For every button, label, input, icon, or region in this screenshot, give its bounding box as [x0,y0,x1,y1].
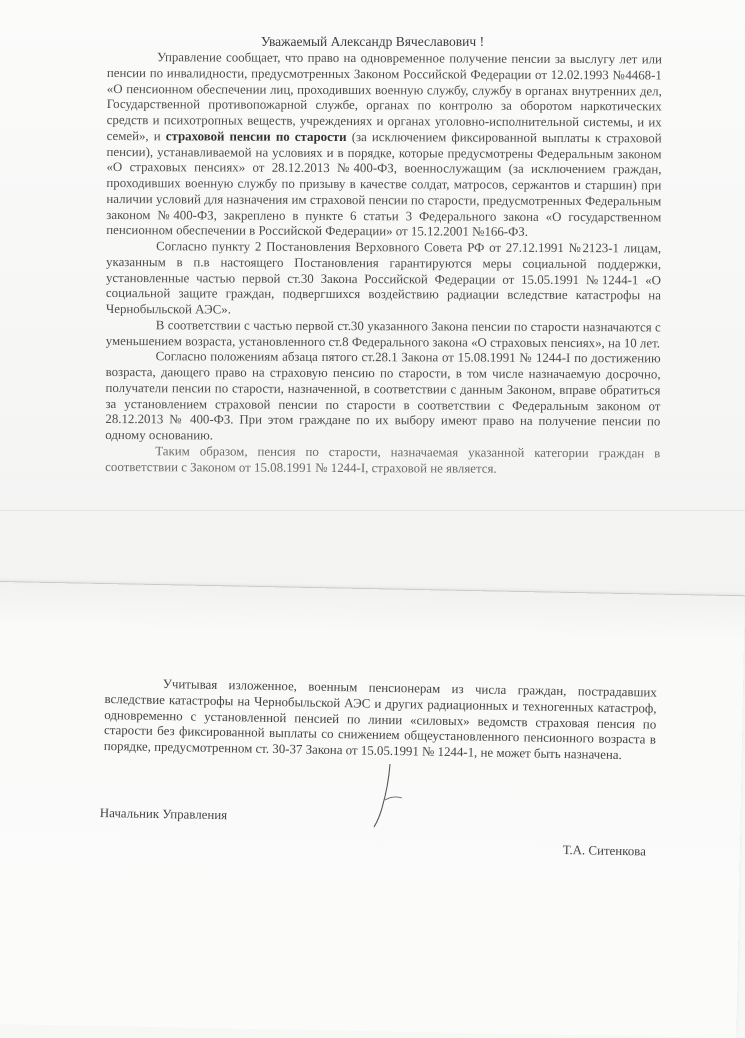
letter-body [105,50,662,478]
salutation: Уважаемый Александр Вячеславович ! [260,34,485,49]
paragraph-5: Таким образом, пенсия по старости, назначаемая указанной категории граждан в соответствии с Законом от 15.08.1991 № 1244-I, страховой не является. [105,443,661,476]
paragraph-1 [106,50,662,241]
signer-title: Начальник Управления [99,806,228,823]
handwritten-signature [360,760,420,830]
paragraph-2: Согласно пункту 2 Постановления Верховного Совета РФ от 27.12.1991 №2123-1 лицам, указанным в п.в настоящего Постановления гарантируются меры социальной поддержки, установленные частью первой ст.30 Закона Российской Федерации от 15.05.1991 №1244-1 «О социальной защите граждан, подвергшихся воздействию радиации вследствие катастрофы на Чернобыльской АЭС». [105,239,662,317]
conclusion-block [104,676,657,764]
signer-name: Т.А. Ситенкова [562,843,647,859]
paragraph-1-text-a: Управление сообщает, что право на одновременное получение пенсии за выслугу лет или пенсии по инвалидности, предусмотренных Законом Российской Федерации от 12.02.1993 №4468-1 «О пенсионном обеспечении лиц, проходивших военную службу, службу в органах внутренних дел, Государственной противопожарной службе, органах по контролю за оборотом наркотических средств и психотропных веществ, учреждениях и органах уголовно-исполнительной системы, и их семей», и [106,50,662,144]
conclusion-paragraph: Учитывая изложенное, военным пенсионерам из числа граждан, пострадавших вследствие катастрофы на Чернобыльской АЭС и других радиационных и техногенных катастроф, одновременно с установленной пенсией по линии «силовых» ведомств страховая пенсия по старости без фиксированной выплаты со снижением общеустановленного пенсионного возраста в порядке, предусмотренном ст. 30-37 Закона от 15.05.1991 № 1244-1, не может быть назначена. [103,677,657,763]
paragraph-3: В соответствии с частью первой ст.30 указанного Закона пенсии по старости назначаются с уменьшением возраста, установленного ст.8 Федерального закона «О страховых пенсиях», на 10 лет. [105,317,661,350]
paragraph-1-bold: страховой пенсии по старости [165,129,347,144]
paragraph-1-text-b: (за исключением фиксированной выплаты к страховой пенсии), устанавливаемой на условиях и в порядке, которые предусмотрены Федеральным законом «О страховых пенсиях» от 28.12.2013 №400-ФЗ, военнослужащим (за исключением граждан, проходивших военную службу по призыву в качестве солдат, матросов, сержантов и старшин) при наличии условий для назначения им страховой пенсии по старости, предусмотренных Федеральным законом №400-ФЗ, закреплено в пункте 6 статьи 3 Федерального закона «О государственном пенсионном обеспечении в Российской Федерации» от 15.12.2001 №166-ФЗ. [106,129,662,240]
paragraph-4: Согласно положениям абзаца пятого ст.28.1 Закона от 15.08.1991 № 1244-I по достижению возраста, дающего право на страховую пенсию по старости, в том числе назначаемую досрочно, получатели пенсии по старости, назначенной, в соответствии с данным Законом, вправе обратиться за установлением страховой пенсии по старости в соответствии с Федеральным законом от 28.12.2013 № 400-ФЗ. При этом граждане по их выбору имеют право на получение пенсии по одному основанию. [105,349,661,443]
page-fold [0,510,745,511]
